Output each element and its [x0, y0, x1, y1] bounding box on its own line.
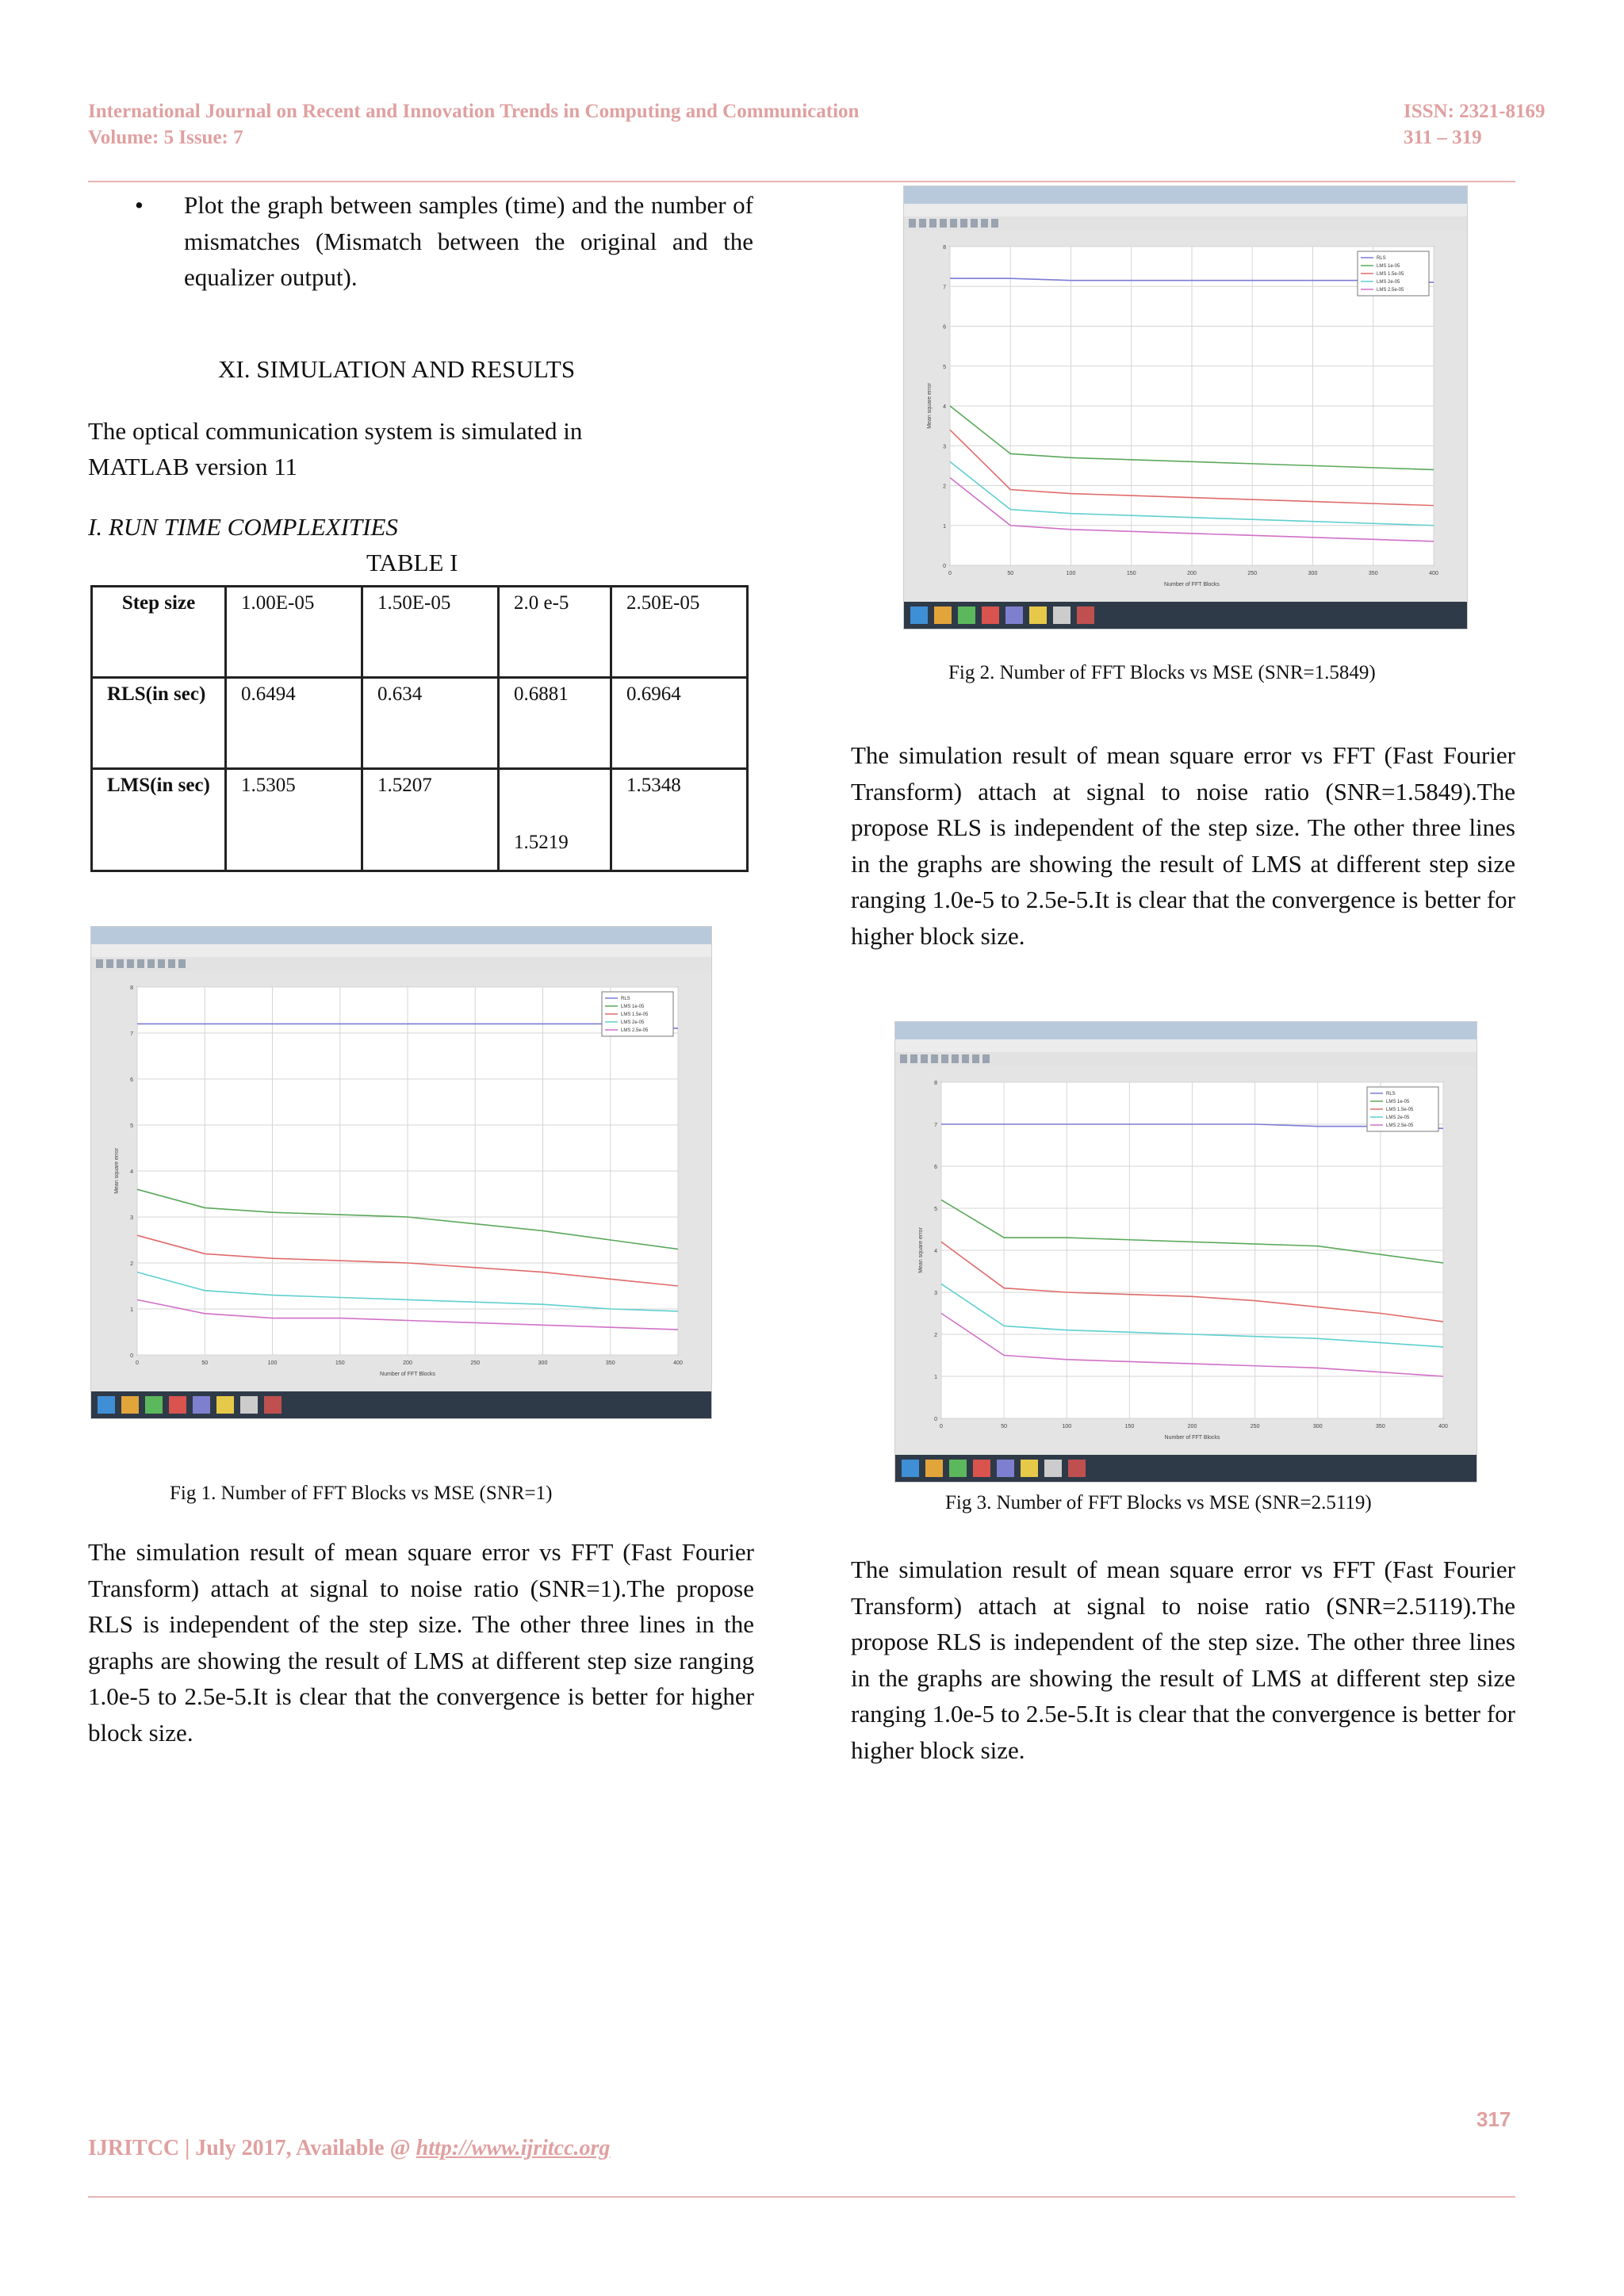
paragraph-snr-1: The simulation result of mean square error vs FFT (Fast Fourier Transform) attach at signal to noise ratio (SNR=1).The propose RLS is independent of the step size. The other three lines in the graphs are showing the result of LMS at different step size ranging 1.0e-5 to 2.5e-5.It is clear that the convergence is better for higher block size.: [88, 1538, 754, 1747]
taskbar-icon: [982, 607, 999, 624]
taskbar-icon: [934, 607, 952, 624]
x-tick-label: 50: [1001, 1424, 1008, 1429]
taskbar-icon: [925, 1460, 943, 1477]
table-cell: 0.6881: [499, 678, 611, 769]
toolbar-icon: [921, 1054, 928, 1063]
toolbar: [895, 1052, 1477, 1066]
x-tick-label: 300: [1312, 1424, 1323, 1429]
toolbar-icon: [900, 1054, 907, 1063]
y-tick-label: 7: [934, 1123, 937, 1128]
y-tick-label: 0: [130, 1353, 133, 1359]
taskbar-icon: [193, 1396, 210, 1414]
toolbar-icon: [147, 959, 155, 968]
figure-1-caption: Fig 1. Number of FFT Blocks vs MSE (SNR=1): [170, 1483, 553, 1504]
figure-3-svg: [895, 1022, 1477, 1482]
toolbar: [904, 216, 1467, 231]
taskbar-icon: [997, 1460, 1014, 1477]
legend-label: LMS 2e-05: [1386, 1115, 1410, 1120]
taskbar-icon: [264, 1396, 282, 1414]
figure-1: [90, 926, 712, 1419]
y-axis-label: Mean square error: [927, 383, 933, 429]
y-tick-label: 1: [934, 1375, 937, 1380]
table-cell: 0.6494: [226, 678, 362, 769]
x-tick-label: 200: [403, 1360, 412, 1366]
taskbar-icon: [1053, 607, 1071, 624]
y-tick-label: 0: [943, 564, 946, 569]
legend-label: LMS 1.5e-05: [1377, 272, 1404, 277]
toolbar-icon: [962, 1054, 969, 1063]
x-tick-label: 250: [470, 1360, 481, 1366]
paragraph-snr-1-5849: The simulation result of mean square error vs FFT (Fast Fourier Transform) attach at signal to noise ratio (SNR=1.5849).The propose RLS is independent of the step size. The other three lines in the graphs are showing the result of LMS at different step size ranging 1.0e-5 to 2.5e-5.It is clear that the convergence is better for higher block size.: [851, 741, 1515, 950]
legend-label: LMS 2e-05: [621, 1020, 645, 1025]
y-tick-label: 8: [130, 985, 133, 991]
legend-label: RLS: [621, 997, 630, 1001]
toolbar-icon: [982, 1054, 990, 1063]
legend-label: LMS 2.5e-05: [1386, 1123, 1414, 1128]
paragraph-snr-2-5119: The simulation result of mean square error vs FFT (Fast Fourier Transform) attach at signal to noise ratio (SNR=2.5119).The propose RLS is independent of the step size. The other three lines in the graphs are showing the result of LMS at different step size ranging 1.0e-5 to 2.5e-5.It is clear that the convergence is better for higher block size.: [851, 1556, 1515, 1764]
window-titlebar: [91, 927, 711, 944]
y-tick-label: 5: [943, 364, 946, 370]
page-range: 311 – 319: [1404, 127, 1482, 148]
taskbar-icon: [1068, 1460, 1086, 1477]
footer-rule: [88, 2196, 1515, 2198]
figure-3-caption: Fig 3. Number of FFT Blocks vs MSE (SNR=2.5119): [945, 1492, 1372, 1513]
x-tick-label: 350: [1376, 1424, 1385, 1429]
subsection-title: I. RUN TIME COMPLEXITIES: [88, 513, 398, 541]
x-tick-label: 100: [1066, 571, 1076, 576]
volume-issue: Volume: 5 Issue: 7: [88, 127, 243, 148]
x-tick-label: 350: [1368, 571, 1378, 576]
x-tick-label: 400: [1438, 1424, 1448, 1429]
toolbar-icon: [106, 959, 113, 968]
toolbar-icon: [940, 219, 947, 228]
x-tick-label: 200: [1187, 571, 1197, 576]
toolbar-icon: [981, 219, 988, 228]
y-tick-label: 5: [130, 1123, 133, 1129]
legend-label: LMS 1.5e-05: [1386, 1108, 1414, 1112]
x-tick-label: 0: [948, 571, 952, 576]
runtime-table: [90, 585, 749, 872]
x-tick-label: 300: [1308, 571, 1318, 576]
legend-label: LMS 1e-05: [1386, 1100, 1410, 1104]
y-tick-label: 5: [934, 1207, 937, 1212]
taskbar-icon: [1021, 1460, 1038, 1477]
y-axis-label: Mean square error: [114, 1148, 120, 1194]
legend-label: LMS 1e-05: [1377, 264, 1400, 269]
bullet-symbol: •: [135, 191, 144, 219]
x-tick-label: 150: [1126, 571, 1136, 576]
y-axis-label: Mean square error: [918, 1227, 924, 1273]
x-tick-label: 350: [605, 1360, 615, 1366]
legend-label: LMS 2e-05: [1377, 280, 1400, 285]
taskbar-icon: [1077, 607, 1094, 624]
y-tick-label: 8: [943, 245, 946, 251]
y-tick-label: 6: [934, 1165, 937, 1170]
taskbar-icon: [169, 1396, 186, 1414]
table-cell: 1.5305: [226, 769, 362, 871]
taskbar-icon: [1044, 1460, 1062, 1477]
y-tick-label: 1: [130, 1307, 133, 1313]
taskbar-icon: [910, 607, 928, 624]
y-tick-label: 4: [934, 1249, 937, 1254]
table-cell: LMS(in sec): [92, 769, 226, 871]
y-tick-label: 8: [934, 1081, 937, 1086]
header-rule: [88, 181, 1515, 182]
x-tick-label: 250: [1247, 571, 1258, 576]
table-cell: 2.50E-05: [611, 587, 747, 678]
legend-label: LMS 1.5e-05: [621, 1012, 649, 1017]
toolbar-icon: [909, 219, 916, 228]
taskbar-icon: [240, 1396, 258, 1414]
figure-3: [894, 1021, 1477, 1483]
figure-2-caption: Fig 2. Number of FFT Blocks vs MSE (SNR=1.5849): [948, 662, 1376, 683]
table-title: TABLE I: [366, 549, 458, 576]
footer-text: IJRITCC | July 2017, Available @: [88, 2136, 416, 2160]
toolbar-icon: [960, 219, 967, 228]
footer: [88, 2136, 610, 2161]
toolbar-icon: [168, 959, 175, 968]
toolbar-icon: [991, 219, 998, 228]
taskbar-icon: [973, 1460, 990, 1477]
table-cell: 1.5348: [611, 769, 747, 871]
y-tick-label: 3: [943, 444, 946, 450]
y-tick-label: 7: [943, 285, 946, 291]
menu-bar: [91, 944, 711, 957]
toolbar-icon: [96, 959, 103, 968]
taskbar-icon: [145, 1396, 163, 1414]
toolbar-icon: [910, 1054, 917, 1063]
x-tick-label: 100: [267, 1360, 278, 1366]
x-tick-label: 100: [1062, 1424, 1072, 1429]
x-tick-label: 150: [1124, 1424, 1135, 1429]
toolbar-icon: [178, 959, 186, 968]
x-tick-label: 250: [1250, 1424, 1260, 1429]
x-axis-label: Number of FFT Blocks: [1164, 582, 1220, 587]
toolbar-icon: [950, 219, 957, 228]
legend-label: LMS 2.5e-05: [1377, 288, 1404, 293]
y-tick-label: 2: [943, 484, 946, 490]
toolbar-icon: [137, 959, 144, 968]
x-tick-label: 0: [940, 1424, 943, 1429]
footer-link[interactable]: http://www.ijritcc.org: [416, 2136, 611, 2160]
table-cell: 1.5219: [499, 769, 611, 871]
menu-bar: [904, 204, 1467, 216]
intro-line-1: The optical communication system is simulated in: [88, 417, 583, 445]
table-cell: 1.00E-05: [226, 587, 362, 678]
table-row: [92, 678, 748, 769]
toolbar-icon: [127, 959, 134, 968]
taskbar-icon: [958, 607, 975, 624]
bullet-item: Plot the graph between samples (time) and the number of mismatches (Mismatch between the original and the equalizer output).: [184, 191, 753, 291]
y-tick-label: 2: [934, 1333, 937, 1338]
table-row: [92, 587, 748, 678]
figure-1-svg: [91, 927, 711, 1418]
x-tick-label: 200: [1187, 1424, 1197, 1429]
x-axis-label: Number of FFT Blocks: [380, 1372, 435, 1377]
section-title: XI. SIMULATION AND RESULTS: [218, 355, 576, 383]
x-tick-label: 0: [136, 1360, 139, 1366]
toolbar-icon: [929, 219, 936, 228]
y-tick-label: 3: [130, 1215, 133, 1221]
y-tick-label: 4: [943, 404, 946, 410]
x-tick-label: 50: [1007, 571, 1014, 576]
y-tick-label: 7: [130, 1031, 133, 1037]
taskbar-icon: [1029, 607, 1047, 624]
taskbar-icon: [98, 1396, 115, 1414]
issn: ISSN: 2321-8169: [1404, 101, 1545, 122]
y-tick-label: 6: [130, 1077, 133, 1083]
table-cell: Step size: [92, 587, 226, 678]
x-tick-label: 300: [538, 1360, 548, 1366]
y-tick-label: 0: [934, 1417, 937, 1422]
toolbar-icon: [941, 1054, 948, 1063]
y-tick-label: 2: [130, 1261, 133, 1267]
toolbar-icon: [931, 1054, 938, 1063]
table-cell: 0.634: [362, 678, 499, 769]
table-cell: 2.0 e-5: [499, 587, 611, 678]
y-tick-label: 3: [934, 1291, 937, 1296]
legend-label: RLS: [1377, 256, 1386, 261]
toolbar-icon: [972, 1054, 979, 1063]
x-axis-label: Number of FFT Blocks: [1164, 1435, 1220, 1441]
table-row: [92, 769, 748, 871]
toolbar-icon: [971, 219, 978, 228]
legend-label: RLS: [1386, 1092, 1396, 1096]
toolbar-icon: [117, 959, 124, 968]
taskbar-icon: [902, 1460, 919, 1477]
intro-line-2: MATLAB version 11: [88, 453, 298, 480]
legend-label: LMS 1e-05: [621, 1004, 645, 1009]
taskbar-icon: [121, 1396, 139, 1414]
taskbar-icon: [216, 1396, 234, 1414]
window-titlebar: [895, 1022, 1477, 1039]
figure-2-svg: [904, 186, 1467, 629]
table-cell: RLS(in sec): [92, 678, 226, 769]
figure-2: [903, 186, 1468, 629]
journal-title: International Journal on Recent and Innovation Trends in Computing and Communication: [88, 101, 860, 122]
table-cell: 1.50E-05: [362, 587, 499, 678]
menu-bar: [895, 1039, 1477, 1052]
toolbar-icon: [919, 219, 926, 228]
y-tick-label: 6: [943, 324, 946, 331]
x-tick-label: 400: [673, 1360, 683, 1366]
x-tick-label: 400: [1429, 571, 1438, 576]
taskbar-icon: [1005, 607, 1023, 624]
y-tick-label: 4: [130, 1169, 133, 1175]
legend-label: LMS 2.5e-05: [621, 1028, 649, 1033]
taskbar-icon: [949, 1460, 967, 1477]
table-cell: 0.6964: [611, 678, 747, 769]
table-cell: 1.5207: [362, 769, 499, 871]
toolbar-icon: [952, 1054, 959, 1063]
x-tick-label: 50: [201, 1360, 209, 1366]
x-tick-label: 150: [335, 1360, 345, 1366]
toolbar-icon: [158, 959, 165, 968]
window-titlebar: [904, 186, 1467, 204]
y-tick-label: 1: [943, 523, 946, 530]
page-number: 317: [1477, 2107, 1511, 2131]
